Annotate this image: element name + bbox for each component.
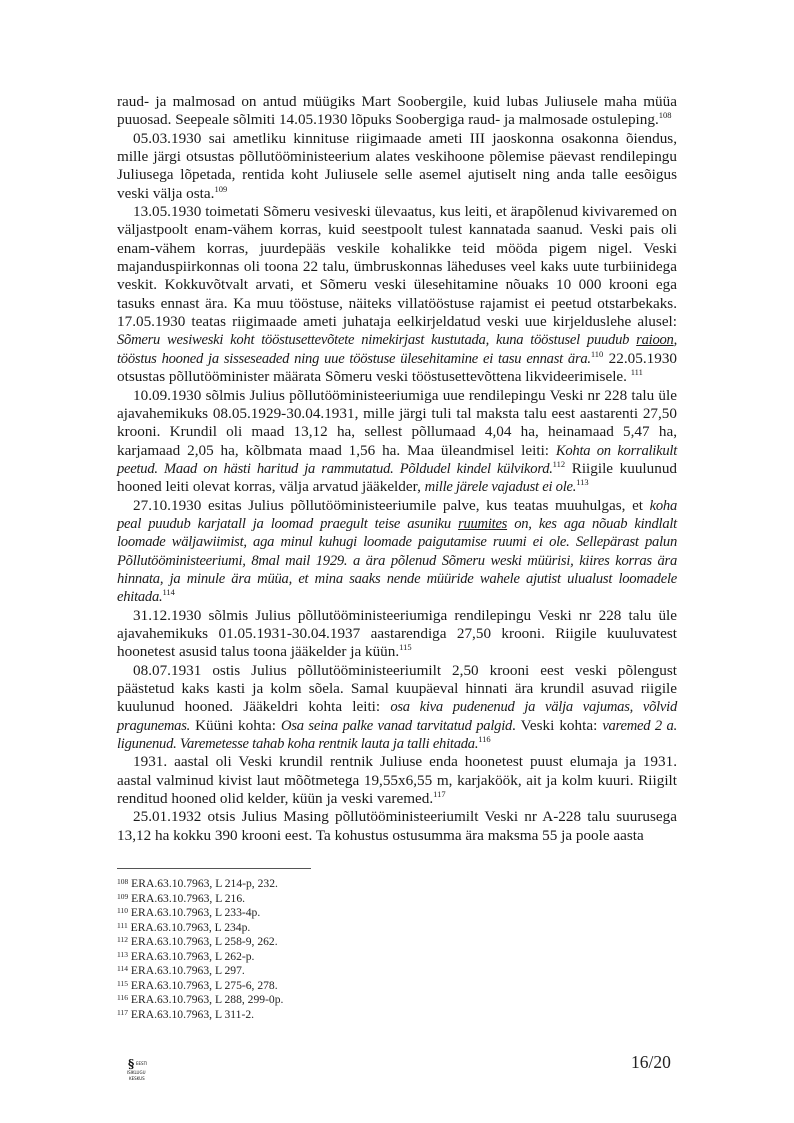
footnote-number: 112 <box>117 935 128 945</box>
svg-text:KESKUS: KESKUS <box>129 1076 145 1081</box>
footnotes <box>117 877 283 1022</box>
quoted-text: on, kes aga nõuab kindlalt loomade wäljawiimist, aga minul kuhugi loomade paigutamise ruumi ei ole. Sellepärast palun Põllutööministeeriumi, 8mal mail 1929. a ära põlenud Sõmeru weski müürisi, kiires korras ära hinnata, ja minule ära müüa, et mina saaks nende müüride wahele ajutist ulualust loomadele ehitada. <box>117 515 677 606</box>
footnote-ref: 110 <box>590 348 604 359</box>
footnote-ref: 115 <box>399 642 412 653</box>
footnote-text: ERA.63.10.7963, L 214-p, 232. <box>131 877 278 890</box>
footnote-text: ERA.63.10.7963, L 234p. <box>130 920 251 934</box>
paragraph <box>117 93 677 130</box>
footnote <box>117 921 283 936</box>
footnote-text: ERA.63.10.7963, L 258-9, 262. <box>130 935 278 949</box>
text-run: raud- ja malmosad on antud müügiks Mart Soobergile, kuid lubas Juliusele maha müüa puuosad. Seepeale sõlmiti 14.05.1930 lõpuks Soobergiga raud- ja malmosade ostuleping. <box>117 93 677 129</box>
footnote-ref: 117 <box>433 789 446 799</box>
text-run: 05.03.1930 sai ametliku kinnituse riigimaade ameti III jaoskonna osakonna õiendus, mille järgi otsustas põllutööministeerium alates veskihoone põlemise päevast rendilepingu Juliusega lõpetada, rentida koht Juliusele selle asemel ajutiselt ning anda talle eesõigus veski välja osta. <box>117 129 677 202</box>
footnote-ref: 114 <box>162 587 175 598</box>
document-body <box>117 93 677 845</box>
quoted-text <box>636 332 673 348</box>
svg-text:§: § <box>128 1057 135 1071</box>
text-run: 31.12.1930 sõlmis Julius põllutööministeeriumiga rendilepingu Veski nr 228 talu üle ajavahemikuks 01.05.1931-30.04.1937 aastarendiga 27,50 krooni. Riigile kuuluvatest hoonetest asusid talus toona jääkelder ja küün. <box>117 606 677 661</box>
footnote <box>117 993 283 1008</box>
footnote-text: ERA.63.10.7963, L 262-p. <box>130 949 255 963</box>
footnote <box>117 979 283 994</box>
footnote-ref: 112 <box>552 458 566 469</box>
footnote-number: 110 <box>117 906 128 916</box>
footnote-text: ERA.63.10.7963, L 233-4p. <box>130 906 261 920</box>
footnote <box>117 892 283 907</box>
paragraph <box>117 387 677 497</box>
text-run: Küüni kohta: <box>190 716 282 734</box>
footnote-number: 116 <box>117 993 128 1003</box>
footnote <box>117 1008 283 1023</box>
footnote <box>117 950 283 965</box>
footnote-number: 114 <box>117 964 128 974</box>
text-run: . Veski kohta: <box>512 716 603 734</box>
footnote-number: 117 <box>117 1007 128 1017</box>
paragraph <box>117 203 677 386</box>
quoted-text: varemed 2 a. ligunenud. Varemetesse tahab koha rentnik lauta ja talli ehitada. <box>117 717 677 753</box>
paragraph <box>117 497 677 607</box>
paragraph <box>117 808 677 845</box>
footnote-number: 109 <box>117 891 129 901</box>
text-run: 10.09.1930 sõlmis Julius põllutööministeeriumiga uue rendilepingu Veski nr 228 talu üle ajavahemikuks 08.05.1929-30.04.1931, mille järgi tuli tal maksta talu eest aastarenti 27,50 krooni. Krundil oli maad 13,12 ha, sellest põllumaad 4,04 ha, heinamaad 5,47 ha, karjamaad 2,05 ha, kõlbmata maad 1,56 ha. Maa üleandmisel leiti: <box>117 386 677 459</box>
paragraph <box>117 607 677 662</box>
footnote-ref: 113 <box>576 477 589 488</box>
footnote-text: ERA.63.10.7963, L 311-2. <box>130 1007 255 1021</box>
quoted-text: , tööstus hooned ja sisseseaded ning uue tööstuse ülesehitamine ei tasu ennast ära. <box>117 332 677 367</box>
footnote <box>117 877 283 892</box>
text-run: 08.07.1931 ostis Julius põllutööministeeriumilt 2,50 krooni eest veski põlengust päästetud kaks kasti ja kolm sõela. Samal kuupäeval hinnati ära krundil asuvad riigile kuulunud hooned. Jääkeldri kohta leiti: <box>117 661 677 716</box>
quoted-text: Sõmeru wesiweski koht tööstusettevõtete nimekirjast kustutada, kuna tööstusel puudub <box>117 332 637 349</box>
text-run: 25.01.1932 otsis Julius Masing põllutööministeeriumilt Veski nr A-228 talu suurusega 13,12 ha kokku 390 krooni eest. Ta kohustus ostusumma ära maksma 55 ja poole aasta <box>117 808 677 844</box>
logo-icon <box>126 1057 160 1083</box>
underlined-word: ruumites <box>458 515 508 532</box>
footnote-number: 115 <box>117 978 128 988</box>
text-run: 22.05.1930 otsustas põllutööminister määrata Sõmeru veski tööstusettevõttena likvideerimisele. <box>117 349 678 386</box>
quoted-text: osa kiva pudenenud ja välja vajumas, võlvid pragunemas. <box>117 699 677 734</box>
footnote-text: ERA.63.10.7963, L 288, 299-0p. <box>130 993 284 1007</box>
footnote-number: 113 <box>117 949 128 959</box>
footnote-ref: 116 <box>478 733 491 744</box>
footnote <box>117 964 283 979</box>
text-run: 27.10.1930 esitas Julius põllutööministeeriumile palve, kus teatas muuhulgas, et <box>133 496 650 514</box>
footnote-text: ERA.63.10.7963, L 275-6, 278. <box>130 978 278 992</box>
footnote-text: ERA.63.10.7963, L 216. <box>131 891 246 905</box>
footnote <box>117 906 283 921</box>
footnote-text: ERA.63.10.7963, L 297. <box>130 964 245 978</box>
svg-text:EESTI: EESTI <box>136 1061 148 1066</box>
footnote-number: 108 <box>117 877 129 886</box>
text-run: Riigile kuulunud hooned leiti olevat korras, välja arvatud jääkelder, <box>117 459 678 496</box>
footnote-ref: 108 <box>658 110 672 121</box>
footnote-ref: 111 <box>630 367 643 378</box>
paragraph <box>117 662 677 754</box>
quoted-text: mille järele vajadust ei ole. <box>424 479 577 496</box>
paragraph <box>117 130 677 203</box>
footnote-ref: 109 <box>214 183 228 194</box>
footnote <box>117 935 283 950</box>
quoted-text: Osa seina palke vanad tarvitatud palgid <box>281 717 513 734</box>
footnote-number: 111 <box>117 920 128 930</box>
quoted-text <box>458 516 507 532</box>
quoted-text: Kohta on korralikult peetud. Maad on hästi haritud ja rammutatud. Põldudel kindel külvikord. <box>117 442 677 477</box>
quoted-text: koha peal puudub karjatall ja loomad praegult teise asuniku <box>117 497 677 532</box>
paragraph <box>117 753 677 808</box>
text-run: 1931. aastal oli Veski krundil rentnik Juliuse enda hoonetest puust elumaja ja 1931. aastal valminud kivist laut mõõtmetega 19,55x6,55 m, karjaköök, ait ja kolm kuuri. Riigilt renditud hooned olid kelder, küün ja veski varemed. <box>117 753 677 808</box>
text-run: 13.05.1930 toimetati Sõmeru vesiveski ülevaatus, kus leiti, et ärapõlenud kivivaremed on väljastpoolt enam-vähem korras, kuid seestpoolt tulest kannatada saanud. Veski pais oli enam-vähem korras, juurdepääs veskile kohalikke teid mööda pigem nigel. Veski majanduspiirkonnas oli toona 22 talu, ümbruskonnas läheduses veel kaks uute turbiinidega veskit. Kokkuvõtvalt arvati, et Sõmeru veski ülesehitamine nõuaks 10 000 krooni ega tasuks ennast ära. Ka muu tööstuse, näiteks villatööstuse rajamist ei peetud otstarbekaks. 17.05.1930 teatas riigimaade ameti juhataja eelkirjeldatud veski uue kirjelduslehe alusel: <box>117 203 677 331</box>
underlined-word: raioon <box>636 332 674 349</box>
svg-text:ISIKLUGU: ISIKLUGU <box>127 1070 146 1075</box>
page-number: 16/20 <box>631 1052 671 1072</box>
footnote-divider <box>117 868 311 869</box>
